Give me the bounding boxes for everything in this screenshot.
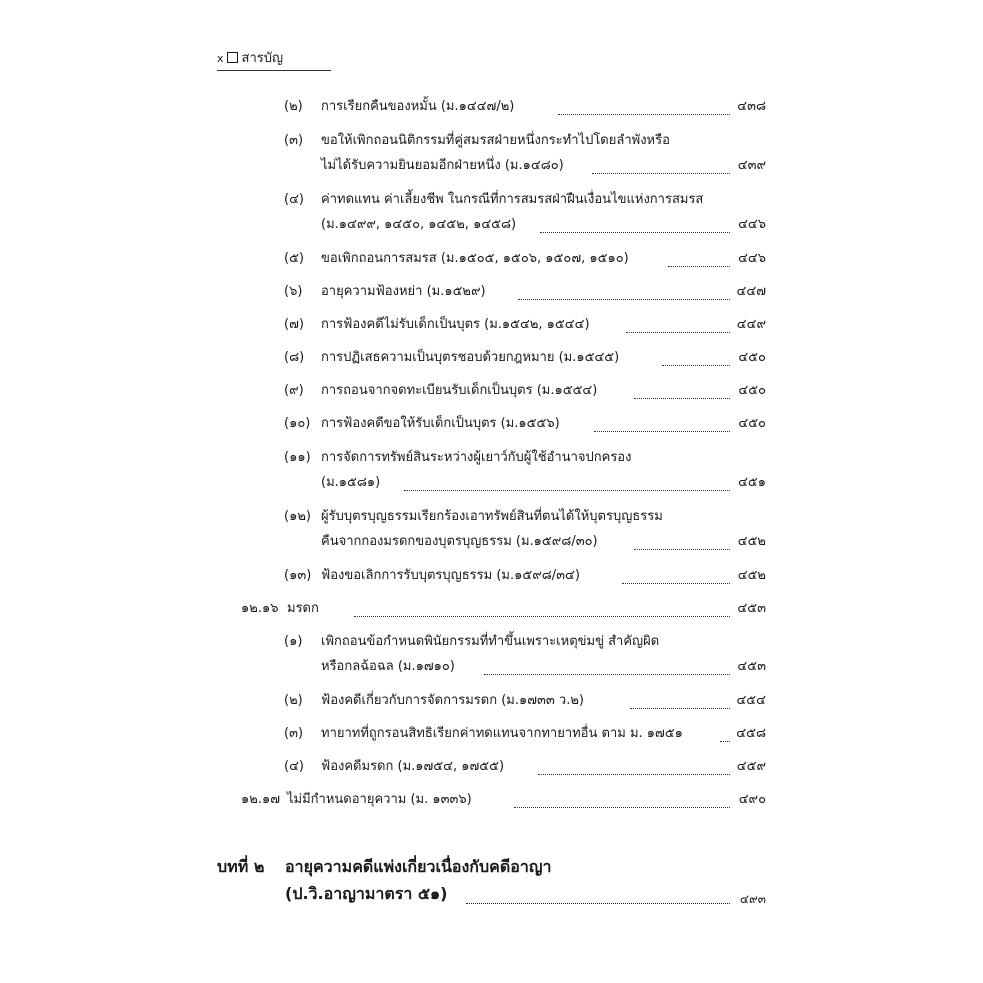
entry-page: ๔๕๐ — [738, 416, 766, 431]
entry-title: ผู้รับบุตรบุญธรรมเรียกร้องเอาทรัพย์สินที่ตนได้ให้บุตรบุญธรรม — [321, 509, 663, 524]
entry-page: ๔๕๘ — [736, 726, 766, 741]
header-title: สารบัญ — [241, 51, 284, 66]
entry-page: ๔๕๒ — [737, 568, 766, 583]
entry-page: ๔๕๔ — [736, 693, 766, 708]
entry-title-cont: ไม่ได้รับความยินยอมอีกฝ่ายหนึ่ง (ม.๑๔๘๐) — [321, 158, 564, 173]
dot-leader — [540, 219, 730, 233]
chapter-label: บทที่ ๒ — [217, 857, 265, 876]
chapter-title-cont: (ป.วิ.อาญามาตรา ๕๑) — [285, 884, 448, 903]
entry-title: การฟ้องคดีขอให้รับเด็กเป็นบุตร (ม.๑๕๕๖) — [321, 416, 560, 431]
square-bullet-icon — [227, 52, 238, 63]
entry-page: ๔๕๙ — [736, 759, 766, 774]
entry-number: (๑๐) — [284, 416, 311, 431]
entry-page: ๔๕๓ — [737, 659, 766, 674]
entry-page: ๔๕๑ — [738, 475, 766, 490]
entry-title: การปฏิเสธความเป็นบุตรชอบด้วยกฎหมาย (ม.๑๕๔๕) — [321, 350, 620, 365]
dot-leader — [634, 536, 730, 550]
entry-page: ๔๕๒ — [737, 534, 766, 549]
entry-page: ๔๕๓ — [737, 601, 766, 616]
entry-title: ฟ้องคดีเกี่ยวกับการจัดการมรดก (ม.๑๗๓๓ ว.๒) — [321, 693, 584, 708]
entry-title: อายุความฟ้องหย่า (ม.๑๕๒๙) — [321, 284, 486, 299]
entry-title: การเรียกคืนของหมั้น (ม.๑๔๔๗/๒) — [321, 99, 515, 114]
entry-page: ๔๕๐ — [738, 383, 766, 398]
entry-page: ๔๓๘ — [737, 99, 766, 114]
dot-leader — [592, 160, 730, 174]
entry-title: ฟ้องขอเลิกการรับบุตรบุญธรรม (ม.๑๕๙๘/๓๔) — [321, 568, 580, 583]
chapter-page: ๔๙๓ — [739, 892, 766, 906]
entry-number: (๑๓) — [284, 568, 312, 583]
entry-number: (๑๒) — [284, 509, 311, 524]
dot-leader — [630, 695, 730, 709]
dot-leader — [622, 570, 730, 584]
dot-leader — [668, 253, 730, 267]
entry-page: ๔๔๖ — [738, 217, 766, 232]
entry-title: ค่าทดแทน ค่าเลี้ยงชีพ ในกรณีที่การสมรสฝ่าฝืนเงื่อนไขแห่งการสมรส — [321, 192, 704, 207]
entry-page: ๔๕๐ — [738, 350, 766, 365]
entry-number: (๔) — [284, 192, 304, 207]
entry-page: ๔๓๙ — [737, 158, 766, 173]
entry-title: ฟ้องคดีมรดก (ม.๑๗๕๔, ๑๗๕๕) — [321, 759, 505, 774]
entry-title: ขอให้เพิกถอนนิติกรรมที่คู่สมรสฝ่ายหนึ่งกระทำไปโดยลำพังหรือ — [321, 133, 670, 148]
entry-number: (๔) — [284, 759, 304, 774]
entry-number: (๗) — [284, 317, 304, 332]
entry-page: ๔๙๐ — [738, 792, 766, 807]
dot-leader — [514, 794, 730, 808]
entry-number: (๘) — [284, 350, 305, 365]
dot-leader — [594, 418, 730, 432]
dot-leader — [634, 385, 730, 399]
section-title: ไม่มีกำหนดอายุความ (ม. ๑๓๓๖) — [287, 792, 472, 807]
entry-page: ๔๔๙ — [736, 317, 766, 332]
chapter-title: อายุความคดีแพ่งเกี่ยวเนื่องกับคดีอาญา — [285, 857, 552, 876]
entry-number: (๑๑) — [284, 450, 311, 465]
dot-leader — [538, 761, 730, 775]
section-title: มรดก — [287, 601, 319, 616]
dot-leader — [484, 661, 730, 675]
entry-number: (๓) — [284, 133, 304, 148]
entry-number: (๖) — [284, 284, 303, 299]
entry-number: (๑) — [284, 634, 303, 649]
dot-leader — [558, 101, 730, 115]
running-header — [217, 50, 331, 71]
entry-number: (๒) — [284, 693, 303, 708]
entry-title: ขอเพิกถอนการสมรส (ม.๑๕๐๕, ๑๕๐๖, ๑๕๐๗, ๑๕๑๐) — [321, 251, 629, 266]
entry-number: (๒) — [284, 99, 303, 114]
page-number-roman: x — [217, 52, 224, 65]
entry-number: (๕) — [284, 251, 304, 266]
dot-leader — [404, 477, 730, 491]
section-number: ๑๒.๑๖ — [241, 601, 279, 616]
entry-title: การถอนจากจดทะเบียนรับเด็กเป็นบุตร (ม.๑๕๕๔) — [321, 383, 598, 398]
entry-title: การฟ้องคดีไม่รับเด็กเป็นบุตร (ม.๑๕๔๒, ๑๕๔๔) — [321, 317, 590, 332]
entry-title-cont: (ม.๑๔๙๙, ๑๔๕๐, ๑๔๕๒, ๑๔๕๘) — [321, 217, 517, 232]
entry-title: เพิกถอนข้อกำหนดพินัยกรรมที่ทำขึ้นเพราะเหตุข่มขู่ สำคัญผิด — [321, 634, 660, 649]
entry-page: ๔๔๗ — [736, 284, 766, 299]
entry-title: การจัดการทรัพย์สินระหว่างผู้เยาว์กับผู้ใช้อำนาจปกครอง — [321, 450, 632, 465]
entry-title: ทายาทที่ถูกรอนสิทธิเรียกค่าทดแทนจากทายาทอื่น ตาม ม. ๑๗๕๑ — [321, 726, 683, 741]
entry-number: (๙) — [284, 383, 304, 398]
dot-leader — [720, 728, 730, 742]
entry-number: (๓) — [284, 726, 304, 741]
dot-leader — [626, 319, 730, 333]
entry-title-cont: คืนจากกองมรดกของบุตรบุญธรรม (ม.๑๕๙๘/๓๐) — [321, 534, 598, 549]
dot-leader — [466, 890, 730, 904]
entry-title-cont: หรือกลฉ้อฉล (ม.๑๗๑๐) — [321, 659, 455, 674]
dot-leader — [662, 352, 730, 366]
entry-title-cont: (ม.๑๕๘๑) — [321, 475, 381, 490]
section-number: ๑๒.๑๗ — [241, 792, 280, 807]
dot-leader — [354, 603, 730, 617]
entry-page: ๔๔๖ — [738, 251, 766, 266]
dot-leader — [518, 286, 730, 300]
